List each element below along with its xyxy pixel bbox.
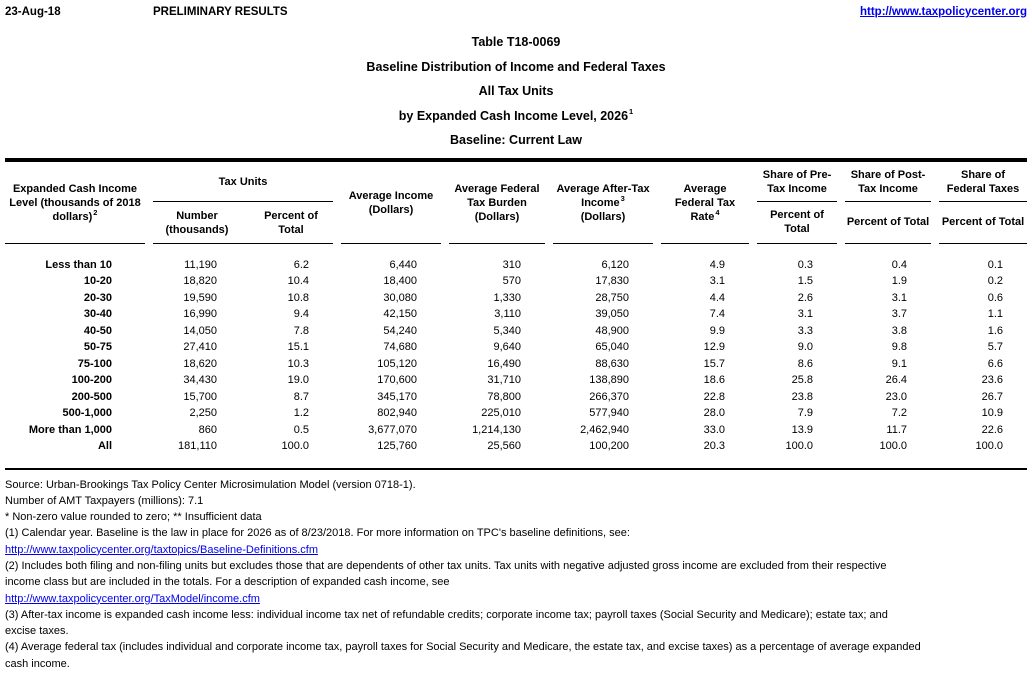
header-share-post-tax-income: Share of Post-Tax Income Percent of Total — [845, 164, 931, 244]
table-cell: 74,680 — [383, 341, 417, 353]
footnote-line: (3) After-tax income is expanded cash income less: individual income tax net of refundable credits; corporate income tax; payroll taxes (Social Security and Medicare); estate tax; and — [5, 608, 888, 621]
row-label: All — [97, 440, 112, 452]
table-cell: 6,440 — [389, 258, 417, 271]
header-average-after-tax-income: Average After-Tax Income$^3$ (Dollars) — [553, 164, 653, 244]
header-share-post-tax-percent: Percent of Total — [846, 216, 930, 229]
table-cell: 266,370 — [589, 390, 629, 403]
baseline-title: Baseline: Current Law — [450, 133, 582, 147]
table-cell: 15.7 — [703, 357, 725, 370]
table-cell: 10.8 — [287, 291, 309, 304]
table-cell: 802,940 — [377, 407, 417, 419]
table-cell: 3.7 — [891, 308, 907, 320]
table-cell: 2,462,940 — [580, 423, 629, 436]
table-cell: 22.6 — [981, 423, 1003, 436]
footnote-line: cash income. — [5, 657, 70, 670]
table-number-title: Table T18-0069 — [471, 35, 561, 49]
table-cell: 39,050 — [595, 308, 629, 320]
header-percent-of-total: Percent of Total — [264, 209, 318, 236]
table-cell: 34,430 — [183, 374, 217, 386]
table-cell: 100,200 — [589, 440, 629, 452]
table-cell: 4.4 — [709, 291, 725, 304]
footnote-line: Number of AMT Taxpayers (millions): 7.1 — [5, 494, 204, 507]
footnotes — [5, 477, 1027, 673]
footnote-line: * Non-zero value rounded to zero; ** Insufficient data — [5, 511, 262, 524]
header-share-pre-tax-income: Share of Pre-Tax Income Percent of Total — [757, 164, 837, 244]
table-cell: 33.0 — [703, 423, 725, 436]
table-cell: 9.0 — [797, 341, 813, 353]
table-cell: 225,010 — [481, 407, 521, 419]
preliminary-results-label: PRELIMINARY RESULTS — [153, 6, 288, 18]
table-cell: 22.8 — [703, 390, 725, 403]
table-cell: 11.7 — [886, 423, 907, 436]
table-cell: 19,590 — [183, 291, 217, 304]
header-tax-units-subrow — [153, 202, 333, 243]
table-cell: 26.4 — [885, 374, 907, 386]
table-cell: 88,630 — [595, 357, 629, 370]
table-cell: 9.9 — [709, 324, 725, 337]
table-cell: 0.2 — [987, 275, 1003, 287]
table-cell: 18,400 — [383, 275, 417, 287]
header-share-federal-taxes: Share of Federal Taxes Percent of Total — [939, 164, 1027, 244]
table-cell: 0.1 — [987, 258, 1003, 271]
table-cell: 181,110 — [178, 440, 217, 452]
table-cell: 25,560 — [487, 440, 521, 452]
footnote-line: (1) Calendar year. Baseline is the law in place for 2026 as of 8/23/2018. For more information on TPC's baseline definitions, see: — [5, 527, 630, 540]
table-cell: 17,830 — [595, 275, 629, 287]
row-label: 50-75 — [83, 341, 112, 353]
table-cell: 0.3 — [797, 258, 813, 271]
row-label: Less than 10 — [45, 258, 112, 271]
table-cell: 3,110 — [494, 308, 521, 320]
table-cell: 23.0 — [885, 390, 907, 403]
taxpolicycenter-link[interactable]: http://www.taxpolicycenter.org — [860, 6, 1027, 18]
row-label: 40-50 — [83, 324, 112, 337]
table-cell: 10.3 — [287, 357, 309, 370]
table-cell: 1.2 — [293, 407, 309, 419]
table-cell: 570 — [502, 275, 521, 287]
header-number-thousands: Number (thousands) — [165, 209, 229, 236]
footnote-line: excise taxes. — [5, 625, 69, 638]
table-cell: 13.9 — [791, 423, 813, 436]
table-cell: 10.9 — [981, 407, 1003, 419]
row-label: 75-100 — [77, 357, 112, 370]
table-cell: 7.2 — [891, 407, 907, 419]
table-cell: 5.7 — [987, 341, 1003, 353]
income-level-title: by Expanded Cash Income Level, 2026$^1$ — [398, 107, 634, 123]
header-share-pre-tax-percent: Percent of Total — [770, 209, 824, 236]
table-cell: 8.6 — [797, 357, 813, 370]
table-cell: 18.6 — [703, 374, 725, 386]
table-cell: 18,620 — [183, 357, 217, 370]
row-label: 200-500 — [71, 390, 112, 403]
table-cell: 1.1 — [987, 308, 1003, 320]
table-cell: 10.4 — [287, 275, 309, 287]
table-cell: 5,340 — [493, 324, 521, 337]
table-cell: 100.0 — [879, 440, 907, 452]
table-cell: 16,490 — [487, 357, 521, 370]
table-cell: 3.1 — [797, 308, 813, 320]
footnote-ref-1: 1 — [629, 107, 634, 117]
footnote-line: income class but are included in the totals. For a description of expanded cash income, see — [5, 576, 450, 589]
table-cell: 345,170 — [377, 390, 417, 403]
table-cell: 100.0 — [975, 440, 1003, 452]
table-cell: 7.9 — [797, 407, 813, 419]
table-cell: 105,120 — [377, 357, 417, 370]
table-cell: 7.4 — [709, 308, 725, 320]
table-cell: 1.9 — [891, 275, 907, 287]
tax-units-title: All Tax Units — [478, 84, 554, 98]
table-cell: 54,240 — [383, 324, 417, 337]
row-label: 30-40 — [83, 308, 112, 320]
table-cell: 170,600 — [377, 374, 417, 386]
table-cell: 11,190 — [184, 258, 217, 271]
table-cell: 3.3 — [797, 324, 813, 337]
table-cell: 577,940 — [589, 407, 629, 419]
table-cell: 30,080 — [383, 291, 417, 304]
row-label: 10-20 — [83, 275, 112, 287]
table-cell: 138,890 — [589, 374, 629, 386]
table-cell: 100.0 — [281, 440, 309, 452]
table-cell: 23.6 — [981, 374, 1003, 386]
title-block — [5, 35, 1027, 147]
table-cell: 15.1 — [287, 341, 309, 353]
table-cell: 100.0 — [785, 440, 813, 452]
header-average-federal-tax-rate: Average Federal Tax Rate$^4$ — [661, 164, 749, 244]
table-cell: 3.1 — [891, 291, 907, 304]
header-tax-units: Tax Units — [153, 164, 333, 202]
table-cell: 0.5 — [293, 423, 309, 436]
header-income-level: Expanded Cash Income Level (thousands of 2018 dollars)$^2$ — [5, 164, 145, 244]
header-group-tax-units — [153, 164, 333, 244]
table-cell: 23.8 — [791, 390, 813, 403]
table-cell: 0.6 — [987, 291, 1003, 304]
footnote-line: (4) Average federal tax (includes individual and corporate income tax, payroll taxes for Social Security and Medicare, the estate tax, and excise taxes) as a percentage of average expanded — [5, 641, 921, 654]
table-cell: 19.0 — [287, 374, 309, 386]
table-cell: 16,990 — [183, 308, 217, 320]
table-cell: 25.8 — [791, 374, 813, 386]
row-label: More than 1,000 — [28, 423, 112, 436]
table-cell: 6.2 — [293, 258, 309, 271]
table-cell: 18,820 — [183, 275, 217, 287]
table-cell: 4.9 — [709, 258, 725, 271]
table-cell: 310 — [502, 258, 521, 271]
header-share-federal-taxes-percent: Percent of Total — [941, 216, 1025, 229]
footnote-line: Source: Urban-Brookings Tax Policy Center Microsimulation Model (version 0718-1). — [5, 478, 416, 491]
footnote-link[interactable]: http://www.taxpolicycenter.org/TaxModel/income.cfm — [5, 592, 260, 605]
table-cell: 3.8 — [891, 324, 907, 337]
table-body — [5, 257, 1027, 455]
row-label: 20-30 — [83, 291, 112, 304]
table-cell: 6,120 — [601, 258, 629, 271]
report-date: 23-Aug-18 — [5, 6, 61, 18]
table-cell: 9.8 — [891, 341, 907, 353]
row-label: 100-200 — [71, 374, 112, 386]
footnote-link[interactable]: http://www.taxpolicycenter.org/taxtopics/Baseline-Definitions.cfm — [5, 543, 319, 556]
table-cell: 860 — [198, 423, 217, 436]
header-average-federal-tax-burden: Average Federal Tax Burden (Dollars) — [449, 164, 545, 244]
table-cell: 2.6 — [797, 291, 813, 304]
row-label: 500-1,000 — [62, 407, 112, 419]
table-cell: 0.4 — [891, 258, 907, 271]
table-cell: 1.5 — [797, 275, 813, 287]
table-subtitle: Baseline Distribution of Income and Federal Taxes — [366, 59, 666, 74]
footnote-line — [5, 591, 1027, 607]
table-cell: 1,330 — [493, 291, 521, 304]
table-cell: 27,410 — [183, 341, 217, 353]
table-cell: 12.9 — [703, 341, 725, 353]
table-cell: 28.0 — [703, 407, 725, 419]
table-cell: 26.7 — [981, 390, 1003, 403]
table-top-rule — [5, 158, 1027, 162]
table-cell: 48,900 — [595, 324, 629, 337]
footnote-line: (2) Includes both filing and non-filing units but excludes those that are dependents of other tax units. Tax units with negative adjusted gross income are excluded from their respective — [5, 559, 887, 572]
table-cell: 9.1 — [891, 357, 907, 370]
table-cell: 14,050 — [183, 324, 217, 337]
footnote-ref-3: 3 — [620, 194, 625, 204]
table-cell: 78,800 — [487, 390, 521, 403]
table-cell: 125,760 — [377, 440, 417, 452]
table-cell: 3.1 — [709, 275, 725, 287]
table-header — [5, 164, 1027, 244]
table-cell: 2,250 — [189, 407, 217, 419]
table-cell: 3,677,070 — [368, 423, 417, 436]
footnote-ref-4: 4 — [715, 208, 720, 218]
table-cell: 42,150 — [383, 308, 417, 320]
table-cell: 28,750 — [595, 291, 629, 304]
table-cell: 9,640 — [493, 341, 521, 353]
table-bottom-rule — [5, 468, 1027, 470]
table-cell: 9.4 — [293, 308, 309, 320]
table-cell: 31,710 — [487, 374, 521, 386]
footnote-ref-2: 2 — [93, 208, 98, 218]
table-cell: 6.6 — [987, 357, 1003, 370]
footnote-line — [5, 542, 1027, 558]
top-bar — [5, 6, 1027, 18]
header-average-income: Average Income (Dollars) — [341, 164, 441, 244]
table-cell: 15,700 — [183, 390, 217, 403]
table-cell: 1,214,130 — [472, 423, 521, 436]
table-cell: 65,040 — [595, 341, 629, 353]
table-cell: 20.3 — [703, 440, 725, 452]
table-cell: 1.6 — [987, 324, 1003, 337]
table-cell: 8.7 — [293, 390, 309, 403]
table-cell: 7.8 — [293, 324, 309, 337]
